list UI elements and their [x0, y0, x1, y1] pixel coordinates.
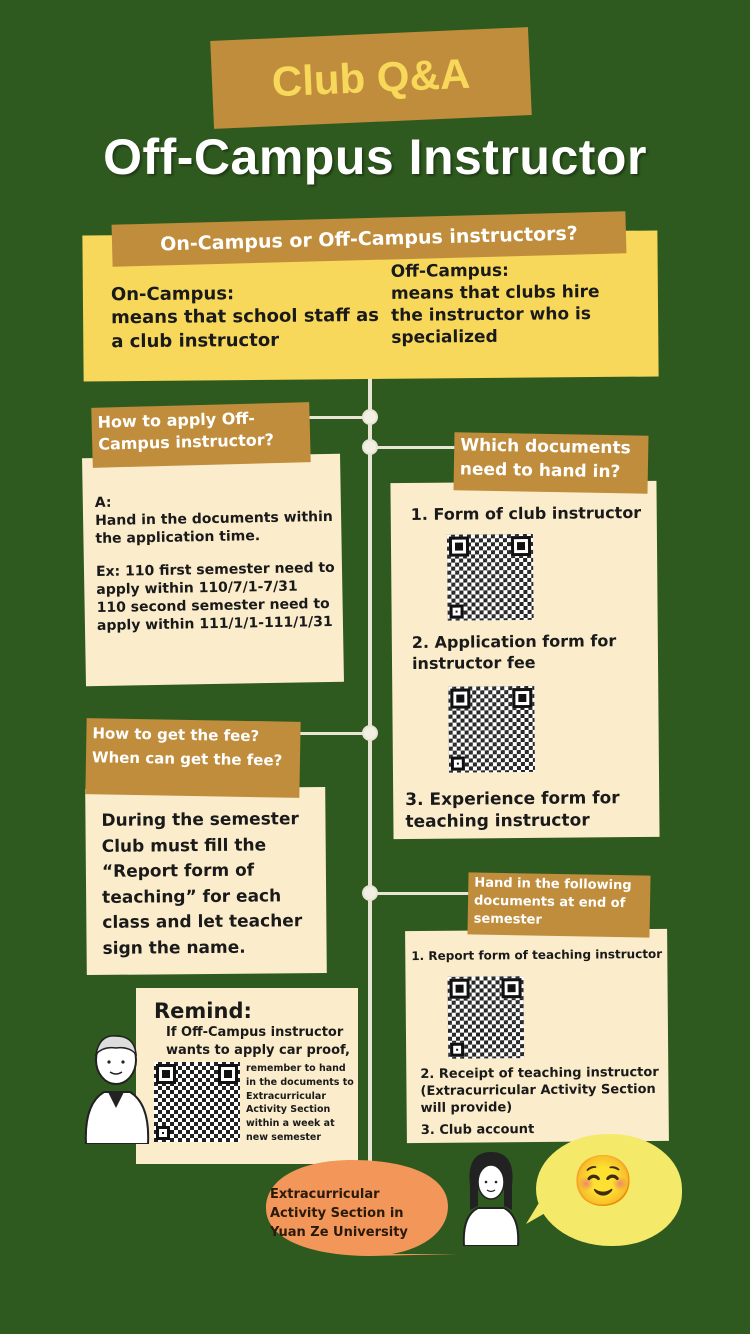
- timeline-dot-apply: [362, 409, 378, 425]
- documents-question-tag: [454, 432, 649, 493]
- footer-speech: Extracurricular Activity Section in Yuan Ze University: [270, 1187, 408, 1240]
- timeline-dot-documents: [362, 439, 378, 455]
- on-campus-text: means that school staff as a club instructor: [111, 305, 380, 353]
- apply-example-1: Ex: 110 first semester need to apply within 110/7/1-7/31: [95, 559, 335, 598]
- apply-question: How to apply Off-Campus instructor?: [97, 408, 275, 454]
- qr-code-report-form[interactable]: [447, 976, 524, 1059]
- end-semester-item-1: 1. Report form of teaching instructor: [411, 946, 663, 964]
- staff-illustration-icon: [78, 1024, 156, 1144]
- timeline-line: [368, 375, 372, 1165]
- connector-end: [370, 892, 470, 895]
- fee-card: [85, 787, 327, 975]
- apply-content: [95, 490, 337, 635]
- end-semester-item-2: 2. Receipt of teaching instructor (Extracurricular Activity Section will provide): [420, 1064, 659, 1116]
- connector-documents: [370, 446, 460, 449]
- emoji-bubble: [536, 1134, 682, 1246]
- smile-icon: ☺️: [572, 1152, 635, 1210]
- remind-card: [136, 988, 358, 1164]
- apply-card: [82, 454, 344, 686]
- qr-code-instructor-fee-form[interactable]: [448, 686, 535, 773]
- remind-text-1: If Off-Campus instructor wants to apply car proof,: [166, 1025, 350, 1058]
- end-semester-item-3: 3. Club account: [420, 1122, 535, 1139]
- woman-illustration-icon: [458, 1146, 524, 1246]
- intro-question: On-Campus or Off-Campus instructors?: [159, 222, 579, 256]
- documents-item-1: 1. Form of club instructor: [410, 502, 642, 524]
- qr-code-car-proof[interactable]: [154, 1062, 240, 1142]
- end-semester-card: [405, 929, 669, 1143]
- apply-example-2: 110 second semester need to apply within 111/1/1-111/1/31: [96, 595, 333, 635]
- documents-item-2: 2. Application form for instructor fee: [411, 631, 617, 673]
- timeline-dot-end: [362, 885, 378, 901]
- apply-answer-text: Hand in the documents within the application time.: [94, 509, 333, 548]
- apply-answer-label: A:: [94, 494, 112, 512]
- off-campus-text: means that clubs hire the instructor who is specialized: [390, 282, 600, 349]
- end-semester-question-tag: [467, 872, 650, 937]
- club-qa-badge: [210, 27, 532, 129]
- remind-text-2: remember to hand in the documents to Extracurricular Activity Section within a week at new semester: [246, 1063, 354, 1143]
- emoji-bubble-tail: [526, 1188, 556, 1228]
- off-campus-heading: Off-Campus:: [390, 260, 509, 282]
- end-semester-question: Hand in the following documents at end of semester: [473, 875, 632, 929]
- intro-off-campus: [391, 259, 632, 349]
- badge-text: Club Q&A: [270, 49, 472, 106]
- qr-code-club-instructor-form[interactable]: [447, 534, 534, 621]
- fee-answer: During the semester Club must fill the “Report form of teaching” for each class and let teacher sign the name.: [101, 809, 303, 959]
- fee-question-tag: [85, 718, 300, 798]
- remind-heading: Remind:: [154, 999, 252, 1023]
- documents-item-3: 3. Experience form for teaching instructor: [405, 788, 620, 833]
- on-campus-heading: On-Campus:: [110, 283, 235, 306]
- documents-question: Which documents need to hand in?: [459, 435, 631, 483]
- speech-text: [270, 1186, 430, 1243]
- fee-question-1: How to get the fee?: [92, 724, 260, 746]
- timeline-dot-fee: [362, 725, 378, 741]
- fee-question-2: When can get the fee?: [91, 747, 283, 770]
- apply-question-tag: [91, 402, 310, 468]
- intro-on-campus: [111, 281, 382, 354]
- documents-card: [390, 481, 659, 839]
- page-title: Off-Campus Instructor: [103, 129, 647, 185]
